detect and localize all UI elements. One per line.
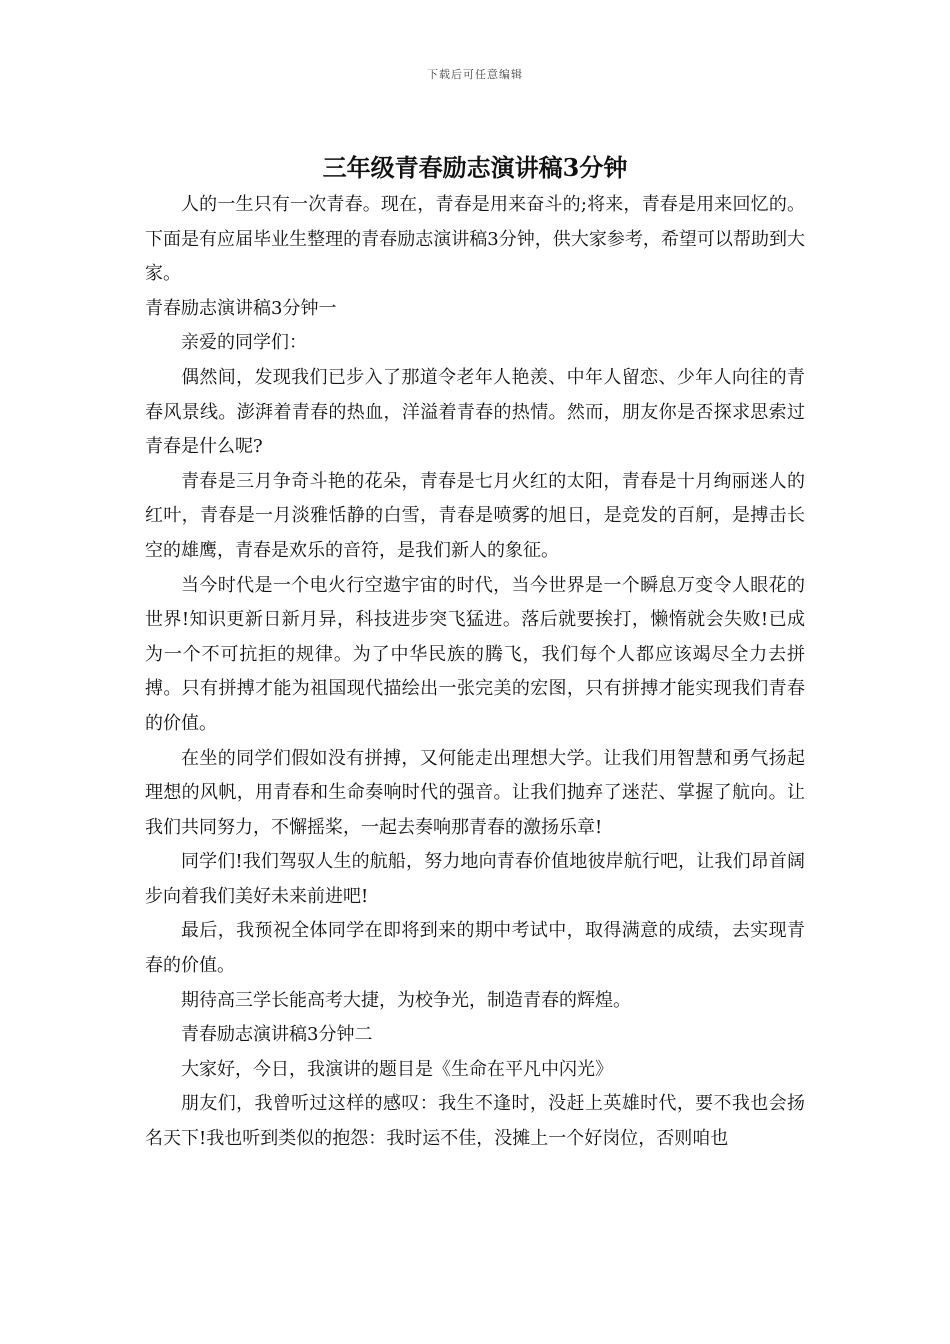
paragraph-intro: 人的一生只有一次青春。现在，青春是用来奋斗的;将来，青春是用来回忆的。下面是有应届毕业生整理的青春励志演讲稿3分钟，供大家参考，希望可以帮助到大家。 [145, 194, 805, 285]
paragraph: 最后，我预祝全体同学在即将到来的期中考试中，取得满意的成绩，去实现青春的价值。 [145, 920, 805, 977]
paragraph: 大家好，今日，我演讲的题目是《生命在平凡中闪光》 [181, 1058, 613, 1080]
header-note: 下载后可任意编辑 [427, 68, 523, 81]
document-title: 三年级青春励志演讲稿3分钟 [322, 153, 628, 182]
section-heading-two: 青春励志演讲稿3分钟二 [181, 1024, 373, 1046]
document-body [145, 188, 805, 1157]
paragraph: 偶然间，发现我们已步入了那道令老年人艳羡、中年人留恋、少年人向往的青春风景线。澎湃着青春的热血，洋溢着青春的热情。然而，朋友你是否探求思索过青春是什么呢? [145, 366, 805, 458]
paragraph: 朋友们，我曾听过这样的感叹：我生不逢时，没赶上英雄时代，要不我也会扬名天下!我也听到类似的抱怨：我时运不佳，没摊上一个好岗位，否则咱也 [145, 1093, 805, 1150]
paragraph-greeting: 亲爱的同学们： [181, 332, 307, 354]
paragraph: 青春是三月争奇斗艳的花朵，青春是七月火红的太阳，青春是十月绚丽迷人的红叶，青春是一月淡雅恬静的白雪，青春是喷雾的旭日，是竞发的百舸，是搏击长空的雄鹰，青春是欢乐的音符，是我们新人的象征。 [145, 470, 805, 561]
paragraph: 在坐的同学们假如没有拼搏，又何能走出理想大学。让我们用智慧和勇气扬起理想的风帆，用青春和生命奏响时代的强音。让我们抛弃了迷茫、掌握了航向。让我们共同努力，不懈摇桨，一起去奏响那青春的激扬乐章! [145, 747, 805, 838]
paragraph: 同学们!我们驾驭人生的航船，努力地向青春价值地彼岸航行吧，让我们昂首阔步向着我们美好未来前进吧! [145, 851, 805, 907]
section-heading-one: 青春励志演讲稿3分钟一 [145, 297, 337, 319]
paragraph: 当今时代是一个电火行空遨宇宙的时代，当今世界是一个瞬息万变令人眼花的世界!知识更新日新月异，科技进步突飞猛进。落后就要挨打，懒惰就会失败!已成为一个不可抗拒的规律。为了中华民族的腾飞，我们每个人都应该竭尽全力去拼搏。只有拼搏才能为祖国现代描绘出一张完美的宏图，只有拼搏才能实现我们青春的价值。 [145, 574, 805, 734]
paragraph: 期待高三学长能高考大捷，为校争光，制造青春的辉煌。 [181, 989, 631, 1011]
